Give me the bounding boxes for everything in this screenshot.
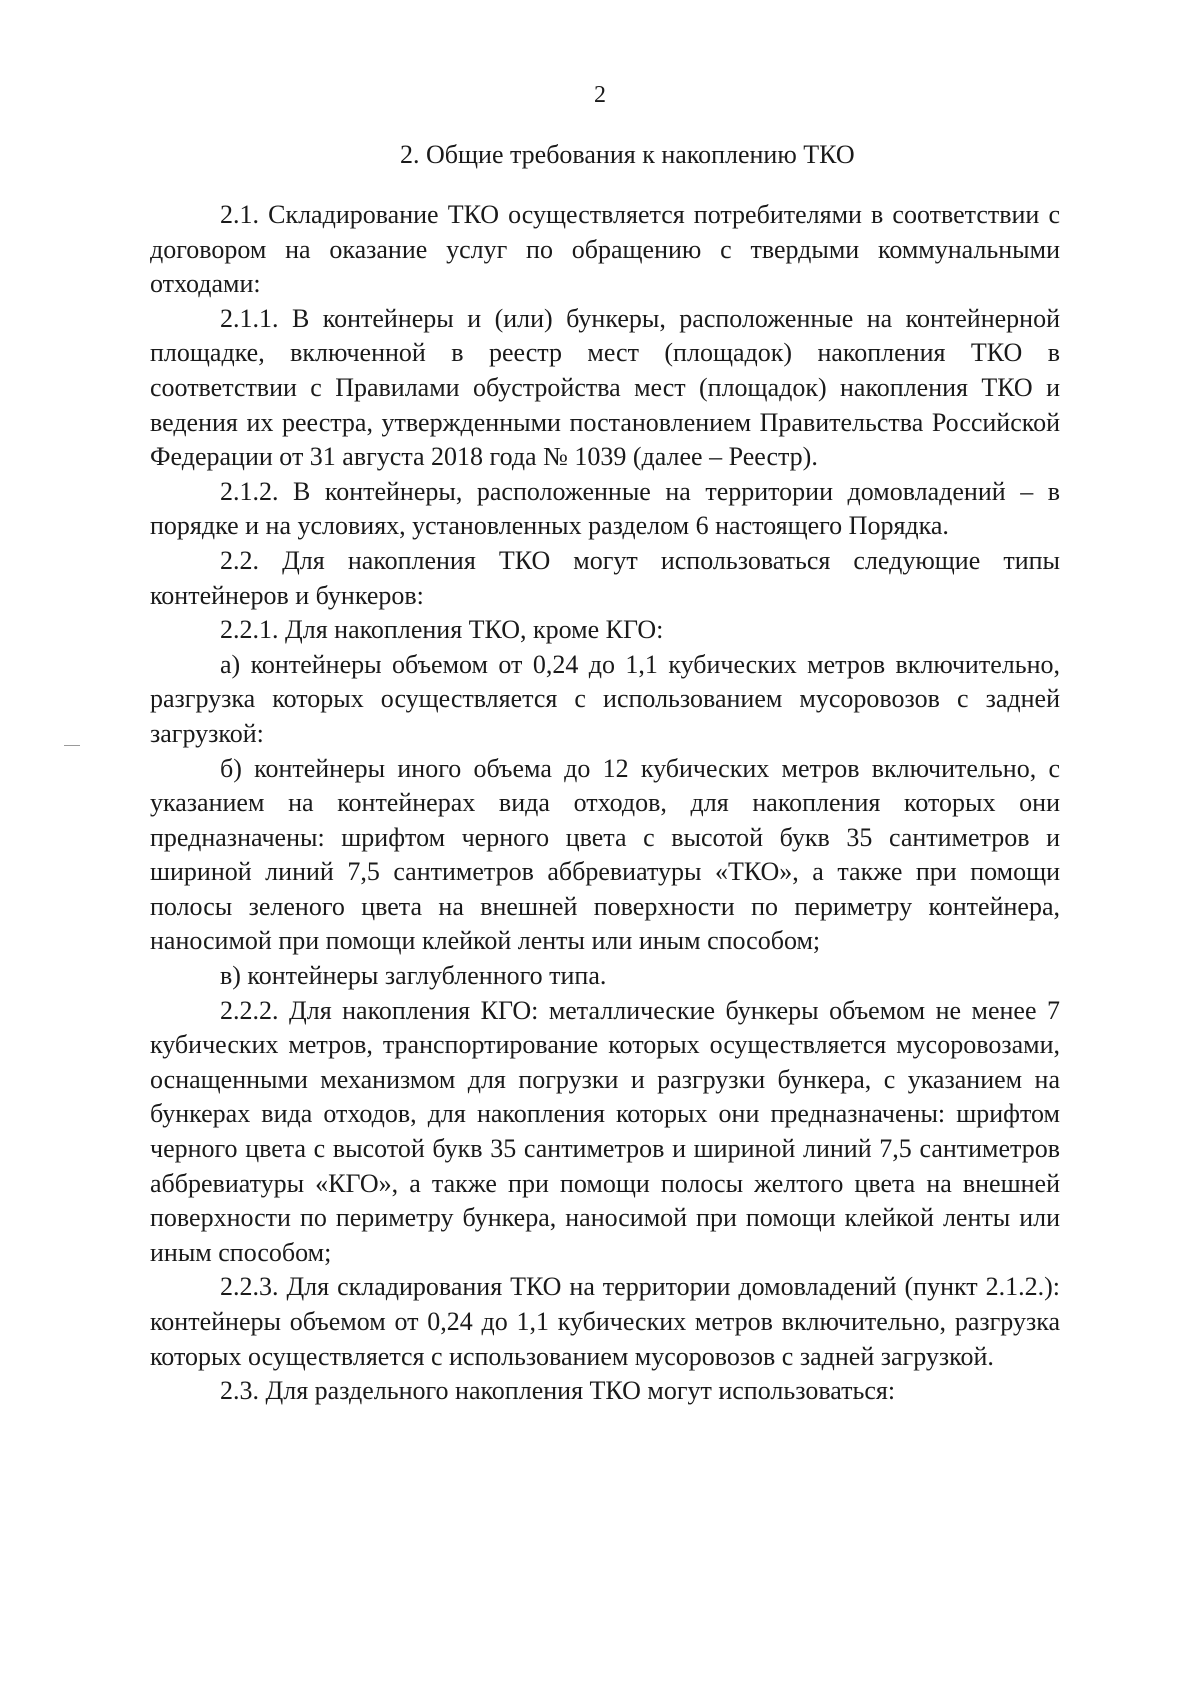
paragraph-2-1: 2.1. Складирование ТКО осуществляется потребителями в соответствии с договором на оказание услуг по обращению с твердыми коммунальными отходами: (150, 200, 1060, 299)
paragraph-2-2-2: 2.2.2. Для накопления КГО: металлические бункеры объемом не менее 7 кубических метров, транспортирование которых осуществляется мусоровозами, оснащенными механизмом для погрузки и разгрузки бункера, с указанием на бункерах вида отходов, для накопления которых они предназначены: шрифтом черного цвета с высотой букв 35 сантиметров и шириной линий 7,5 сантиметров аббревиатуры «КГО», а также при помощи полосы желтого цвета на внешней поверхности по периметру бункера, наносимой при помощи клейкой ленты или иным способом; (150, 995, 1060, 1267)
section-heading: 2. Общие требования к накоплению ТКО (400, 140, 855, 169)
scan-artifact (64, 745, 80, 746)
paragraph-2-1-1: 2.1.1. В контейнеры и (или) бункеры, расположенные на контейнерной площадке, включенной в реестр мест (площадок) накопления ТКО в соответствии с Правилами обустройства мест (площадок) накопления ТКО и ведения их реестра, утвержденными постановлением Правительства Российской Федерации от 31 августа 2018 года № 1039 (далее – Реестр). (150, 303, 1060, 472)
paragraph-2-2-1-b: б) контейнеры иного объема до 12 кубических метров включительно, с указанием на контейнерах вида отходов, для накопления которых они предназначены: шрифтом черного цвета с высотой букв 35 сантиметров и шириной линий 7,5 сантиметров аббревиатуры «ТКО», а также при помощи полосы зеленого цвета на внешней поверхности по периметру контейнера, наносимой при помощи клейкой ленты или иным способом; (150, 753, 1060, 956)
paragraph-2-2-1: 2.2.1. Для накопления ТКО, кроме КГО: (220, 615, 664, 645)
page-number: 2 (594, 82, 606, 108)
paragraph-2-3: 2.3. Для раздельного накопления ТКО могут использоваться: (220, 1376, 896, 1406)
paragraph-2-2-1-a: а) контейнеры объемом от 0,24 до 1,1 кубических метров включительно, разгрузка которых осуществляется с использованием мусоровозов с задней загрузкой: (150, 649, 1060, 748)
document-body (150, 198, 1060, 1409)
paragraph-2-2-3: 2.2.3. Для складирования ТКО на территории домовладений (пункт 2.1.2.): контейнеры объемом от 0,24 до 1,1 кубических метров включительно, разгрузка которых осуществляется с использованием мусоровозов с задней загрузкой. (150, 1272, 1060, 1371)
paragraph-2-1-2: 2.1.2. В контейнеры, расположенные на территории домовладений – в порядке и на условиях, установленных разделом 6 настоящего Порядка. (150, 476, 1060, 541)
paragraph-2-2-1-v: в) контейнеры заглубленного типа. (220, 961, 607, 991)
paragraph-2-2: 2.2. Для накопления ТКО могут использоваться следующие типы контейнеров и бункеров: (150, 545, 1060, 610)
